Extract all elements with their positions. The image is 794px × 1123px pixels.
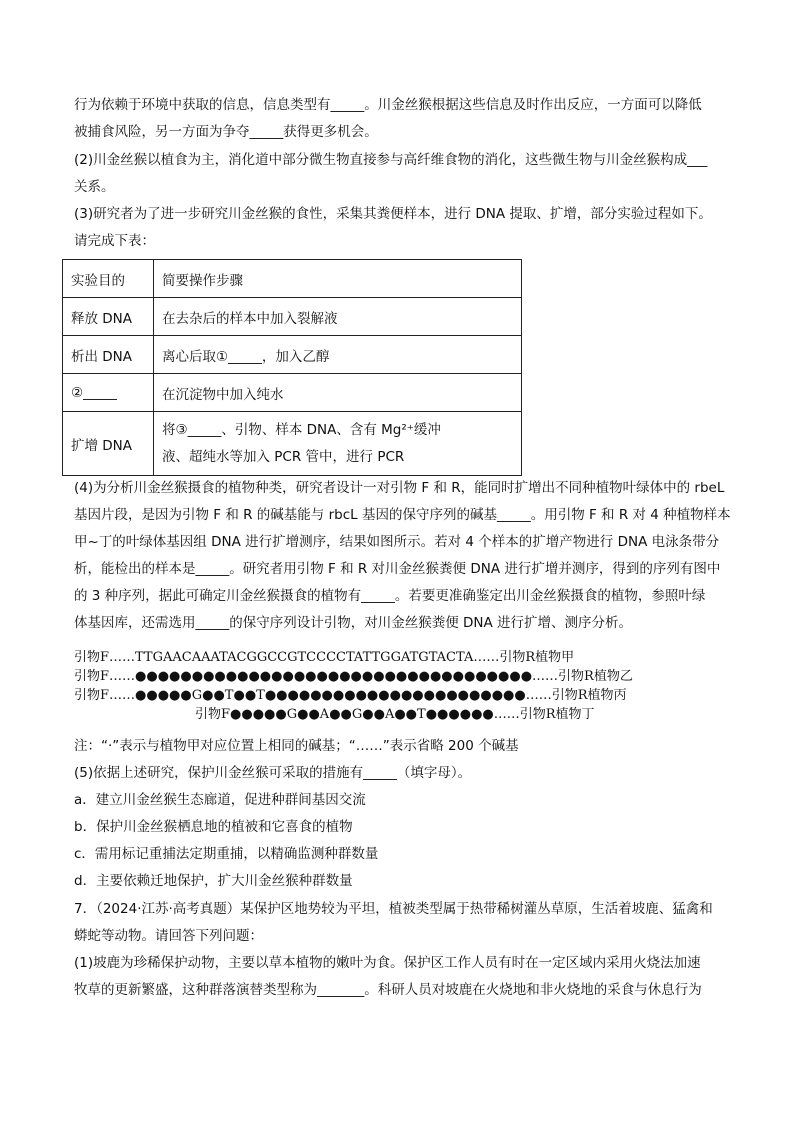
table-cell: 在沉淀物中加入纯水 (154, 374, 522, 412)
table-header-row (63, 260, 522, 298)
table-cell: ②_____ (63, 374, 154, 412)
sequence-line-bing: 引物F……●●●●●G●●T●●T●●●●●●●●●●●●●●●●●●●●●●●……引物R植物丙 (74, 688, 627, 703)
question-4-line: 基因片段，是因为引物 F 和 R 的碱基能与 rbcL 基因的保守序列的碱基_____。用引物 F 和 R 对 4 种植物样本 (74, 507, 731, 523)
table-row (63, 412, 522, 476)
sequence-line-ding: 引物F●●●●●G●●A●●G●●A●●T●●●●●●……引物R植物丁 (195, 707, 595, 722)
figure-note: 注：“·”表示与植物甲对应位置上相同的碱基；“……”表示省略 200 个碱基 (74, 738, 519, 754)
option-a: a．建立川金丝猴生态廊道，促进种群间基因交流 (74, 792, 366, 808)
table-cell: 在去杂后的样本中加入裂解液 (154, 298, 522, 336)
table-row (63, 336, 522, 374)
table-row (63, 298, 522, 336)
experiment-table (62, 259, 522, 476)
question-3-line: 请完成下表： (74, 233, 155, 249)
question-4-line: 的 3 种序列，据此可确定川金丝猴摄食的植物有_____。若要更准确鉴定出川金丝猴摄食的植物，参照叶绿 (74, 588, 706, 604)
table-cell: 离心后取①_____，加入乙醇 (154, 336, 522, 374)
question-7-line: 7．（2024·江苏·高考真题）某保护区地势较为平坦，植被类型属于热带稀树灌丛草原，生活着坡鹿、猛禽和 (74, 901, 713, 917)
sequence-figure (74, 648, 633, 724)
table-header-cell: 实验目的 (63, 260, 154, 298)
question-7-sub1-line: 牧草的更新繁盛，这种群落演替类型称为_______。科研人员对坡鹿在火烧地和非火烧地的采食与休息行为 (74, 982, 702, 998)
table-cell: 析出 DNA (63, 336, 154, 374)
question-3-line: (3)研究者为了进一步研究川金丝猴的食性，采集其粪便样本，进行 DNA 提取、扩增，部分实验过程如下。 (74, 206, 712, 222)
question-2-line: 关系。 (74, 179, 115, 195)
question-7-sub1-line: (1)坡鹿为珍稀保护动物，主要以草本植物的嫩叶为食。保护区工作人员有时在一定区域内采用火烧法加速 (74, 955, 701, 971)
question-7-line: 蟒蛇等动物。请回答下列问题： (74, 928, 263, 944)
question-2-line: (2)川金丝猴以植食为主，消化道中部分微生物直接参与高纤维食物的消化，这些微生物与川金丝猴构成___ (74, 152, 708, 168)
table-cell-line: 液、超纯水等加入 PCR 管中，进行 PCR (162, 448, 405, 465)
table-cell (154, 412, 522, 476)
question-4-line: 甲~丁的叶绿体基因组 DNA 进行扩增测序，结果如图所示。若对 4 个样本的扩增产物进行 DNA 电泳条带分 (74, 534, 720, 550)
paragraph-line: 行为依赖于环境中获取的信息，信息类型有_____。川金丝猴根据这些信息及时作出反应，一方面可以降低 (74, 97, 702, 113)
sequence-line-jia: 引物F……TTGAACAAATACGGCCGTCCCCTATTGGATGTACTA……引物R植物甲 (74, 650, 575, 665)
question-4-line: 析，能检出的样本是_____。研究者用引物 F 和 R 对川金丝猴粪便 DNA 进行扩增并测序，得到的序列有图中 (74, 561, 721, 577)
option-b: b．保护川金丝猴栖息地的植被和它喜食的植物 (74, 819, 353, 835)
table-header-cell: 简要操作步骤 (154, 260, 522, 298)
table-cell-line: 将③_____、引物、样本 DNA、含有 Mg²⁺缓冲 (162, 421, 441, 438)
option-d: d．主要依赖迁地保护，扩大川金丝猴种群数量 (74, 873, 353, 889)
question-5-line: (5)依据上述研究，保护川金丝猴可采取的措施有_____（填字母）。 (74, 765, 472, 781)
paragraph-line: 被捕食风险，另一方面为争夺_____获得更多机会。 (74, 124, 378, 140)
sequence-line-yi: 引物F……●●●●●●●●●●●●●●●●●●●●●●●●●●●●●●●●●●●……引物R植物乙 (74, 669, 633, 684)
question-4-line: 体基因库，还需选用_____的保守序列设计引物，对川金丝猴粪便 DNA 进行扩增、测序分析。 (74, 615, 633, 631)
table-cell: 扩增 DNA (63, 412, 154, 476)
table-row (63, 374, 522, 412)
table-cell: 释放 DNA (63, 298, 154, 336)
option-c: c．需用标记重捕法定期重捕，以精确监测种群数量 (74, 846, 379, 862)
question-4-line: (4)为分析川金丝猴摄食的植物种类，研究者设计一对引物 F 和 R，能同时扩增出不同种植物叶绿体中的 rbeL (74, 480, 725, 496)
